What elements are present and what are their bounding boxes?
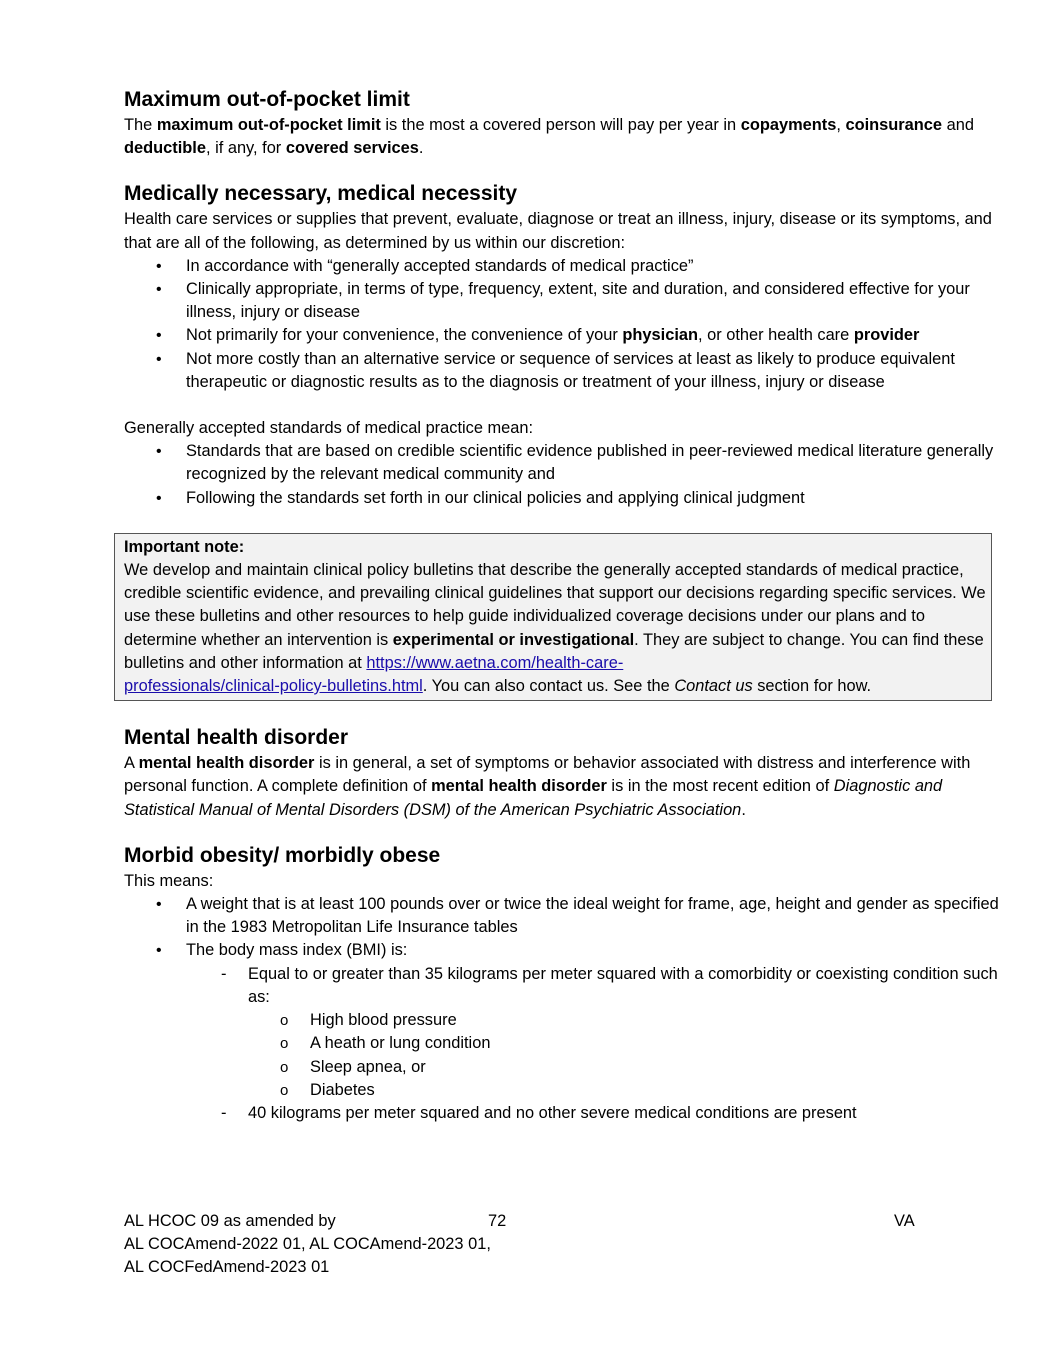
list-item: - Equal to or greater than 35 kilograms per meter squared with a comorbidity or coexisting condition such as:	[124, 963, 1004, 1009]
list-item: o Diabetes	[124, 1079, 1004, 1102]
section-title-medical-necessity: Medically necessary, medical necessity	[124, 182, 518, 206]
max-oop-definition: The maximum out-of-pocket limit is the most a covered person will pay per year in copayments, coinsurance and deductible, if any, for covered services.	[124, 116, 974, 158]
list-item: • Standards that are based on credible scientific evidence published in peer-reviewed medical literature generally recognized by the relevant medical community and	[124, 440, 1004, 486]
medical-necessity-list	[124, 255, 1004, 394]
section-title-morbid-obesity: Morbid obesity/ morbidly obese	[124, 843, 441, 867]
clinical-policy-bulletins-link[interactable]: https://www.aetna.com/health-care- professionals/clinical-policy-bulletins.html	[124, 653, 624, 696]
list-item: o Sleep apnea, or	[124, 1056, 1004, 1079]
medical-necessity-intro: Health care services or supplies that prevent, evaluate, diagnose or treat an illness, injury, disease or its symptoms, and that are all of the following, as determined by us within our discretion:	[124, 210, 992, 252]
footer-doc-id-line1: AL HCOC 09 as amended by	[124, 1212, 336, 1230]
section-title-mental-health: Mental health disorder	[124, 726, 349, 750]
list-item: • In accordance with “generally accepted standards of medical practice”	[124, 255, 1004, 278]
morbid-obesity-intro: This means:	[124, 871, 214, 890]
bmi-criteria-list	[124, 963, 1004, 1009]
generally-accepted-intro: Generally accepted standards of medical practice mean:	[124, 419, 534, 438]
important-note-box	[114, 533, 992, 701]
list-item: • Not more costly than an alternative service or sequence of services at least as likely to produce equivalent therapeutic or diagnostic results as to the diagnosis or treatment of your illness, injury or disease	[124, 348, 1004, 394]
morbid-obesity-list	[124, 893, 1004, 963]
footer-doc-id-line2: AL COCAmend-2022 01, AL COCAmend-2023 01,	[124, 1235, 491, 1254]
comorbidity-list	[124, 1009, 1004, 1102]
footer-doc-id-line3: AL COCFedAmend-2023 01	[124, 1258, 330, 1277]
important-note-heading: Important note:	[124, 537, 245, 556]
page-footer	[124, 1210, 924, 1280]
list-item: • Clinically appropriate, in terms of type, frequency, extent, site and duration, and considered effective for your illness, injury or disease	[124, 278, 1004, 324]
document-page	[124, 86, 1004, 1125]
footer-state-code: VA	[894, 1212, 915, 1230]
mental-health-definition: A mental health disorder is in general, a set of symptoms or behavior associated with distress and interference with personal function. A complete definition of mental health disorder is in the most recent edition of Diagnostic and Statistical Manual of Mental Disorders (DSM) of the American Psychiatric Association.	[124, 754, 971, 819]
list-item: - 40 kilograms per meter squared and no other severe medical conditions are present	[124, 1102, 1004, 1125]
list-item: o High blood pressure	[124, 1009, 1004, 1032]
bmi-criteria-list-2	[124, 1102, 1004, 1125]
list-item: • Following the standards set forth in our clinical policies and applying clinical judgment	[124, 487, 1004, 510]
generally-accepted-list	[124, 440, 1004, 510]
list-item: o A heath or lung condition	[124, 1032, 1004, 1055]
list-item: • The body mass index (BMI) is:	[124, 939, 1004, 962]
list-item: • Not primarily for your convenience, the convenience of your physician, or other health care provider	[124, 324, 1004, 347]
list-item: • A weight that is at least 100 pounds over or twice the ideal weight for frame, age, height and gender as specified in the 1983 Metropolitan Life Insurance tables	[124, 893, 1004, 939]
important-note-body: We develop and maintain clinical policy bulletins that describe the generally accepted standards of medical practice, credible scientific evidence, and prevailing clinical guidelines that support our decisions regarding specific services. We use these bulletins and other resources to help guide individualized coverage decisions under our plans and to determine whether an intervention is experimental or investigational. They are subject to change. You can find these bulletins and other information at https://www.aetna.com/health-care- professionals/clinical-policy-bulletins.html. You can also contact us. See the Contact us section for how.	[124, 561, 986, 696]
page-number: 72	[488, 1212, 507, 1230]
section-title-max-oop: Maximum out-of-pocket limit	[124, 88, 410, 111]
